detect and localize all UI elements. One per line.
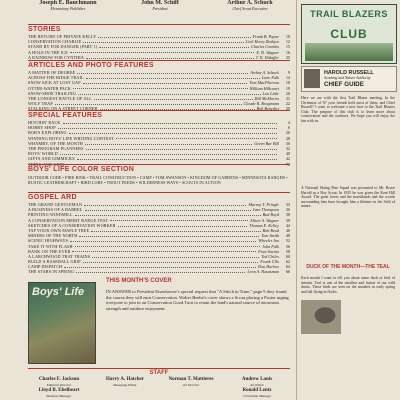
toc-leader xyxy=(77,156,277,160)
toc-title: STAND BY FOR DANGER (PART 1) xyxy=(28,44,98,50)
toc-leader xyxy=(84,202,246,206)
staff-member xyxy=(94,378,156,388)
toc-page: 12 xyxy=(285,39,290,45)
toc-title: CAMP DISPATCH xyxy=(28,264,63,270)
toc-leader xyxy=(79,233,259,237)
toc-leader xyxy=(85,207,252,211)
toc-author: Charles Coombs xyxy=(250,44,279,50)
toc-page: 20 xyxy=(285,90,290,96)
toc-leader xyxy=(60,151,277,155)
club-title-bottom: CLUB xyxy=(330,27,368,41)
color-section xyxy=(28,161,290,186)
banner-illustration xyxy=(305,43,393,61)
toc-author: Bob Bead xyxy=(262,227,279,233)
toc-leader xyxy=(70,50,254,54)
staff-member xyxy=(28,389,90,399)
editor-title: President xyxy=(152,6,168,11)
toc-leader xyxy=(99,44,249,48)
toc-author: Bob Benedict xyxy=(256,106,279,112)
toc-page: 6 xyxy=(287,125,290,131)
toc-title: A LARCHWOOD THAT TRAINS xyxy=(28,253,91,259)
color-section-contents: OUTDOOR CODE • FIRE RINK • TRAIL CONSTRUCTION • CAMP • TOM SWANSON • KINGDOM OF GARDENS • MINNESOTA RANGER • RUSTIC LEATHERCRAFT • BIRD LORE • TROUT FEEDS • WILDERNESS WAYS • SCOUTS IN ACTION xyxy=(28,175,288,186)
toc-author: Claude R. Bragmann xyxy=(243,101,279,107)
toc-title: THE PROGRAM PLANNERS xyxy=(28,145,84,151)
toc-title: BOYS' WORLD xyxy=(28,151,58,157)
editor-name: John M. Schiff xyxy=(141,0,179,6)
toc-leader xyxy=(83,259,259,263)
toc-author: Ted Chiles xyxy=(261,253,279,259)
toc-page: 19 xyxy=(285,85,290,91)
toc-title: ACROSS THE RIDGE TRAIL xyxy=(28,75,84,81)
toc-page: 46 xyxy=(285,227,290,233)
chief-name: HAROLD RUSSELL xyxy=(324,70,374,76)
toc-author: Don Harlow xyxy=(257,264,279,270)
toc-title: A CONSERVATION MERIT BADGE TEST xyxy=(28,217,109,223)
middle-text: A National Skiing Pine Squad was presented to Mr. Bruce Harold as a Boy Scout. In 1955 he was given the Kent Hill Award. The great forest and the marshlands and the woods surrounding him have brought him a lifetime in the field of nature. xyxy=(301,186,395,209)
toc-author: Lou Little xyxy=(262,90,279,96)
staff-heading: STAFF xyxy=(28,368,290,376)
toc-leader xyxy=(86,75,260,79)
toc-author: Albert A. Wagner xyxy=(250,217,279,223)
toc-leader xyxy=(116,136,277,140)
staff-name: Andrew Lanis xyxy=(241,377,273,382)
toc-page: 60 xyxy=(285,253,290,259)
toc-page: 32 xyxy=(285,145,290,151)
cover-heading: THIS MONTH'S COVER xyxy=(106,278,172,284)
chief-label: CHIEF GUIDE xyxy=(324,81,364,88)
toc-leader xyxy=(63,120,277,124)
toc-page: 62 xyxy=(285,259,290,265)
intro-text: Here we are with the first Trail Blazer meeting. In the Christmas of '67 your friends hold most of them, and Chief Russell? I want to welcome a new face to the Trail Blazers Club. The purpose of this club is to learn more about conservation and the outdoors. We hope you will enjoy the fun with us. xyxy=(301,96,395,123)
toc-title: A HOLE IN THE ICE xyxy=(28,49,68,55)
toc-title: A BUSINESS OF A BARREL xyxy=(28,207,83,213)
toc-page: 38 xyxy=(285,212,290,218)
toc-title: WHAMBY, OF THE MONTH xyxy=(28,140,83,146)
toc-page: 18 xyxy=(285,80,290,86)
toc-leader xyxy=(55,101,242,105)
gospel-section xyxy=(28,192,290,275)
toc-author: Leon A. Haussman xyxy=(247,269,279,275)
toc-title: STALKING ON A STREET CORNER xyxy=(28,106,98,112)
toc-title: BANK ON THE EVER xyxy=(28,248,71,254)
toc-leader xyxy=(75,244,260,248)
staff-title: Art Editor xyxy=(250,382,264,387)
toc-page: 42 xyxy=(285,156,290,162)
toc-author: Thomas E. Kelley xyxy=(249,222,279,228)
toc-leader xyxy=(73,86,247,90)
toc-leader xyxy=(70,238,256,242)
toc-title: THE GRAND GENTLEMAN xyxy=(28,202,83,207)
toc-page: 64 xyxy=(285,264,290,270)
toc-leader xyxy=(76,269,245,273)
toc-title: BUILD A BASEBALL GRIP xyxy=(28,259,81,265)
toc-leader xyxy=(94,96,253,100)
editor-name: Joseph E. Bauchmann xyxy=(39,0,97,6)
toc-title: SKETCHES OF A CONSERVATION WORKER xyxy=(28,222,116,228)
section-heading: SPECIAL FEATURES xyxy=(28,110,290,120)
staff-name: Ronald Lentz xyxy=(242,388,272,393)
toc-leader xyxy=(72,249,256,253)
toc-author: Murray T. Pringle xyxy=(248,202,279,207)
toc-title: HITCHIN' RACK xyxy=(28,120,61,125)
toc-author: Bill McMorris xyxy=(254,95,279,101)
staff-title: Managing Editor xyxy=(113,382,137,387)
section-heading: BOYS' LIFE COLOR SECTION xyxy=(28,164,290,174)
toc-page: 10 xyxy=(285,34,290,39)
toc-title: SCENIC HIGHWAYS xyxy=(28,238,69,244)
stories-list xyxy=(28,34,290,60)
toc-page: 16 xyxy=(285,49,290,55)
duck-heading: DUCK OF THE MONTH—THE TEAL xyxy=(306,264,390,270)
toc-author: E. D. Wagner xyxy=(256,49,279,55)
staff-member xyxy=(28,378,90,388)
toc-page: 9 xyxy=(287,70,290,75)
toc-title: HOBBY SHOP xyxy=(28,125,56,131)
toc-author: Arthur A. Schuck xyxy=(250,70,279,75)
toc-title: CONSERVATION CHARLIE xyxy=(28,39,82,45)
toc-title: MINERS OF THE NORTH xyxy=(28,233,78,239)
toc-row xyxy=(28,269,290,274)
staff-title: Business Manager xyxy=(46,393,72,398)
editor-3 xyxy=(210,0,290,12)
toc-title: SNOW-SHOE TRAILING xyxy=(28,90,76,96)
chief-photo xyxy=(304,69,320,88)
toc-page: 4 xyxy=(287,120,290,125)
staff-member xyxy=(160,378,222,388)
toc-title: PRINTING WINDMILL xyxy=(28,212,73,218)
toc-page: 56 xyxy=(285,243,290,249)
toc-page: 58 xyxy=(285,248,290,254)
staff-name: Charles F. Jackson xyxy=(38,377,80,382)
toc-page: 52 xyxy=(285,238,290,244)
toc-title: SNOW SICK AT LOST GAP xyxy=(28,80,81,86)
toc-leader xyxy=(83,39,243,43)
section-heading: ARTICLES AND PHOTO FEATURES xyxy=(28,60,290,70)
editors-header xyxy=(28,0,290,22)
toc-author: Carl Henry Rathjen xyxy=(245,39,279,45)
toc-page: 70 xyxy=(285,161,290,167)
staff-name: Harry A. Hatcher xyxy=(106,377,144,382)
toc-leader xyxy=(58,125,277,129)
toc-author: John Falk xyxy=(262,243,279,249)
toc-author: Frank Ullo xyxy=(260,259,279,265)
toc-title: TAP YOUR OWN MAPLE TREE xyxy=(28,227,90,233)
cover-logo: Boys' Life xyxy=(32,286,85,298)
staff-title: Art Director xyxy=(182,382,200,387)
toc-page: 15 xyxy=(285,44,290,50)
staff-name: Lloyd B. Ebelheart xyxy=(38,388,80,393)
trail-blazers-sidebar xyxy=(296,0,397,400)
toc-page: 39 xyxy=(285,217,290,223)
gospel-list xyxy=(28,202,290,275)
toc-leader xyxy=(86,55,254,59)
toc-leader xyxy=(92,254,259,258)
articles-section xyxy=(28,60,290,112)
toc-page: 44 xyxy=(285,222,290,228)
toc-page: 66 xyxy=(285,269,290,275)
club-title-top: TRAIL BLAZERS xyxy=(310,9,388,19)
toc-page: 14 xyxy=(285,75,290,81)
chief-subtitle: Scouting and Nature Authority xyxy=(324,76,371,80)
staff-box xyxy=(28,368,290,400)
toc-author: Tom MacPherson xyxy=(249,80,279,86)
editor-name: Arthur A. Schuck xyxy=(227,0,273,6)
toc-title: OTTER-WATER PACK xyxy=(28,85,72,91)
toc-title: WINNING BOYS' LIFE WRITING CONTEST xyxy=(28,135,114,141)
toc-author: William Hillcourt xyxy=(249,85,279,91)
toc-leader xyxy=(86,146,277,150)
toc-author: Fran Savino xyxy=(258,248,279,254)
toc-page: 26 xyxy=(285,130,290,136)
cover-image xyxy=(28,282,96,364)
toc-title: BOB'S EXPLORING xyxy=(28,130,67,136)
toc-leader xyxy=(91,228,260,232)
toc-page: 29 xyxy=(285,106,290,112)
this-month-cover xyxy=(28,278,290,366)
staff-title: Editorial Director xyxy=(46,382,72,387)
toc-title: THE STARS IN SPRING xyxy=(28,269,75,275)
toc-page: 33 xyxy=(285,202,290,207)
toc-leader xyxy=(75,212,261,216)
toc-leader xyxy=(98,34,250,38)
toc-page: 48 xyxy=(285,233,290,239)
toc-leader xyxy=(85,141,252,145)
toc-leader xyxy=(78,91,261,95)
toc-page: 40 xyxy=(285,151,290,157)
editor-title: Elementary Publisher xyxy=(50,6,86,11)
articles-list xyxy=(28,70,290,112)
toc-title: TAKE IT WITH FLASH xyxy=(28,243,73,249)
toc-author: Wheeler Inn xyxy=(258,238,279,244)
toc-title: A RAINBOW FOR CYNTHIA xyxy=(28,54,85,60)
duck-text: Each month I want to tell you about some duck or bird of interest. Teal is one of the smallest and fastest of our wild ducks. These birds are seen on the marshes in early spring and fall flying in flocks. xyxy=(301,276,395,294)
toc-page: 25 xyxy=(285,54,290,60)
toc-page: 28 xyxy=(285,135,290,141)
staff-title: Circulation Manager xyxy=(242,393,272,398)
toc-page: 21 xyxy=(285,95,290,101)
editor-title: Chief Scout Executive xyxy=(232,6,268,11)
toc-leader xyxy=(64,264,256,268)
toc-title: A MATTER OF DEGREE xyxy=(28,70,76,75)
section-heading: STORIES xyxy=(28,24,290,34)
toc-page: 36 xyxy=(285,207,290,213)
toc-leader xyxy=(69,130,277,134)
special-list xyxy=(28,120,290,167)
chief-guide-box xyxy=(301,66,397,92)
toc-title: THINK AND GRIN xyxy=(28,161,65,167)
cover-description: IN ANSWER to President Eisenhower's special request that "A Stitch in Time," page 9 they found the course they will earn Conservation. Walter Beebe's cover shows a Scout placing a Poster urging everyone to join in on Conservation Good Turn to retain the land's natural source of enormous strength and outdoor enjoyment. xyxy=(106,289,289,311)
editor-2 xyxy=(120,0,200,12)
special-section xyxy=(28,110,290,167)
toc-title: THE LONGEST RATTLE OF ALL xyxy=(28,95,92,101)
trail-blazers-club-banner xyxy=(301,4,397,64)
toc-author: Lane Falk xyxy=(261,75,279,81)
staff-name: Norman T. Mattieres xyxy=(168,377,214,382)
toc-author: Bud Boyd xyxy=(262,212,279,218)
toc-author: Ivan Thompson xyxy=(253,207,279,213)
editor-1 xyxy=(28,0,108,12)
toc-page: 22 xyxy=(285,101,290,107)
toc-leader xyxy=(118,223,248,227)
staff-member xyxy=(226,378,288,388)
toc-leader xyxy=(77,70,248,74)
staff-member xyxy=(226,389,288,399)
toc-author: T. K. Hidaffer xyxy=(255,54,279,60)
toc-title: GIFTS AND GIMMICKS xyxy=(28,156,75,162)
toc-title: THE RETURN OF PRIVATE KELLY xyxy=(28,34,97,39)
stories-section xyxy=(28,24,290,60)
toc-author: Tom Smith xyxy=(261,233,279,239)
toc-author: Frank B. Payne xyxy=(252,34,279,39)
toc-title: WOLF TRAP xyxy=(28,101,53,107)
toc-author: Green Bar Bill xyxy=(254,140,279,146)
teal-duck-illustration xyxy=(301,300,341,334)
toc-page: 30 xyxy=(285,140,290,146)
toc-leader xyxy=(110,218,248,222)
toc-leader xyxy=(83,80,248,84)
section-heading: GOSPEL ARD xyxy=(28,192,290,202)
